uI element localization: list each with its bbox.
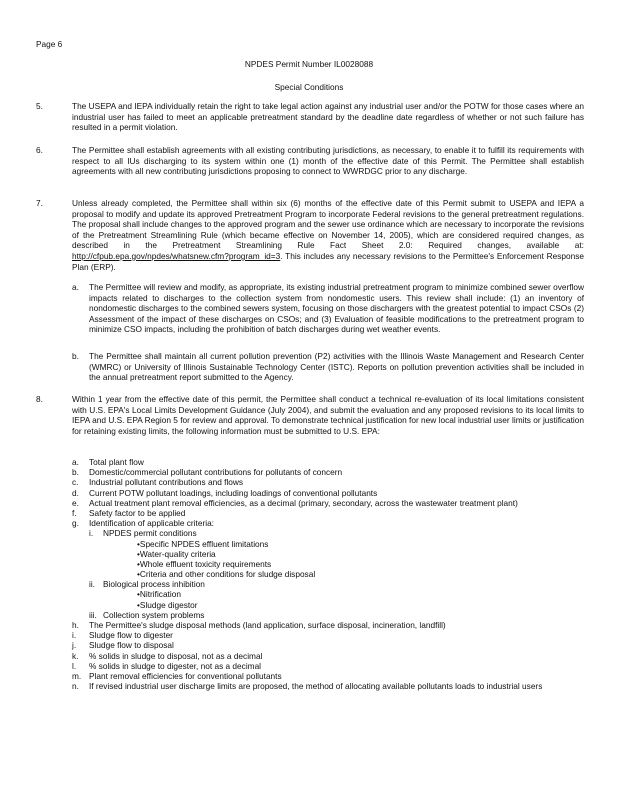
paragraph-text: The USEPA and IEPA individually retain the right to take legal action against any industrial user and/or the POTW for those cases where an industrial user has failed to meet an applicable pretreatment standard by the deadline date regardless of whether or not such failure has resulted in a permit violation.	[72, 101, 584, 133]
section-title: Special Conditions	[274, 82, 344, 92]
paragraph-number: 6.	[36, 145, 43, 155]
list-bullet: •Whole effluent toxicity requirements	[137, 558, 272, 569]
list-subitem: i. NPDES permit conditions	[89, 528, 197, 539]
paragraph-text	[72, 198, 584, 272]
list-item: k. % solids in sludge to disposal, not as a decimal	[72, 650, 263, 661]
list-item: j. Sludge flow to disposal	[72, 640, 174, 651]
sub-item-text: The Permittee shall maintain all current pollution prevention (P2) activities with the Illinois Waste Management and Research Center (WMRC) or University of Illinois Sustainable Technology Center (ISTC). Reports on pollution prevention activities shall be included in the annual pretreatment report submitted to the Agency.	[89, 351, 584, 383]
list-item: m. Plant removal efficiencies for conventional pollutants	[72, 670, 282, 681]
list-item: n. If revised industrial user discharge limits are proposed, the method of allocating available pollutants loads to industrial users	[72, 681, 543, 692]
paragraph-number: 7.	[36, 198, 43, 208]
sub-item-mark: a.	[72, 282, 79, 292]
list-subitem: iii. Collection system problems	[89, 609, 205, 620]
sub-item-mark: b.	[72, 351, 79, 361]
list-item: h. The Permittee's sludge disposal methods (land application, surface disposal, incineration, landfill)	[72, 620, 446, 630]
list-item: f. Safety factor to be applied	[72, 507, 186, 518]
paragraph-number: 5.	[36, 101, 43, 111]
permit-title: NPDES Permit Number IL0028088	[244, 59, 374, 69]
information-list	[72, 457, 592, 692]
list-bullet: •Water-quality criteria	[137, 548, 216, 559]
paragraph-number: 8.	[36, 394, 43, 404]
list-item: a. Total plant flow	[72, 457, 144, 467]
paragraph-text-part: . This includes any necessary revisions to the Permittee's Enforcement Response Plan (ERP).	[72, 250, 584, 272]
paragraph-text: Within 1 year from the effective date of this permit, the Permittee shall conduct a technical re-evaluation of its local limitations consistent with U.S. EPA's Local Limits Development Guidance (July 2004), and submit the evaluation and any proposed revisions to its local limits to IEPA and U.S. EPA Region 5 for review and approval. To demonstrate technical justification for new local industrial user limits or justification for retaining existing limits, the following information must be submitted to U.S. EPA:	[72, 394, 584, 436]
list-item: g. Identification of applicable criteria:	[72, 518, 214, 529]
list-item: e. Actual treatment plant removal efficiencies, as a decimal (primary, secondary, across the wastewater treatment plant)	[72, 497, 518, 508]
list-subitem: ii. Biological process inhibition	[89, 579, 205, 590]
list-bullet: •Nitrification	[137, 589, 181, 600]
list-item: i. Sludge flow to digester	[72, 630, 173, 641]
epa-pretreatment-link[interactable]: http://cfpub.epa.gov/npdes/whatsnew.cfm?program_id=3	[72, 250, 281, 261]
sub-item-text: The Permittee will review and modify, as appropriate, its existing industrial pretreatment program to minimize combined sewer overflow impacts related to discharges to the collection system from nondomestic users. This review shall include: (1) an inventory of nondomestic discharges to the combined sewers system, focusing on those dischargers with the greatest potential to impact CSOs (2) Assessment of the impact of these discharges on CSOs; and (3) Evaluation of feasible modifications to the pretreatment program to minimize CSO impacts, including the prohibition of batch discharges during wet weather events.	[89, 282, 584, 335]
list-bullet: •Sludge digestor	[137, 599, 198, 610]
paragraph-text: The Permittee shall establish agreements with all existing contributing jurisdictions, as necessary, to enable it to fulfill its requirements with respect to all IUs discharging to its system within one (1) month of the effective date of this Permit. The Permittee shall establish agreements with all new contributing jurisdictions proposing to connect to WWRDGC prior to any discharge.	[72, 145, 584, 177]
list-item: b. Domestic/commercial pollutant contributions for pollutants of concern	[72, 467, 343, 478]
list-item: d. Current POTW pollutant loadings, including loadings of conventional pollutants	[72, 487, 378, 498]
list-item: l. % solids in sludge to digester, not as a decimal	[72, 660, 262, 671]
list-bullet: •Criteria and other conditions for sludge disposal	[137, 569, 316, 580]
list-item: c. Industrial pollutant contributions and flows	[72, 477, 244, 488]
paragraph-text-part: Unless already completed, the Permittee shall within six (6) months of the effective date of this Permit submit to USEPA and IEPA a proposal to modify and update its approved Pretreatment Program to incorporate Federal revisions to the general pretreatment regulations. The proposal shall include changes to the approved program and the sewer use ordinance which are necessary to incorporate the revisions of the Pretreatment Streamlining Rule (which became effective on November 14, 2005), which are considered required changes, as described in the Pretreatment Streamlining Rule Fact Sheet 2.0: Required changes, available at:	[72, 198, 584, 251]
page-number: Page 6	[36, 39, 63, 49]
list-bullet: •Specific NPDES effluent limitations	[137, 538, 269, 549]
